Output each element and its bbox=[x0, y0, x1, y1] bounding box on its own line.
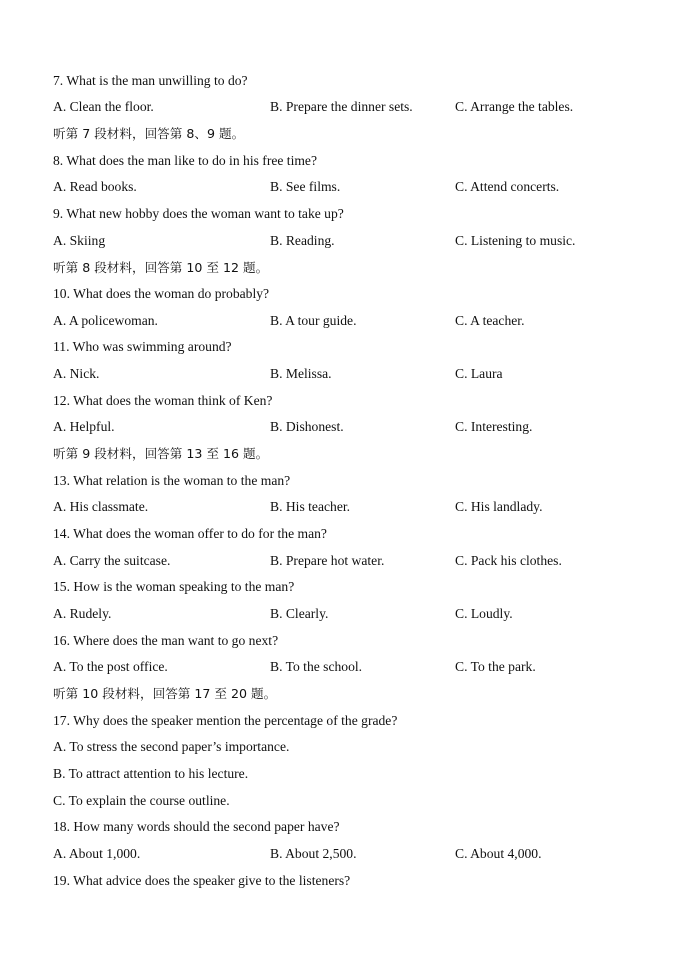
option-c: C. Pack his clothes. bbox=[455, 553, 562, 568]
option-a: A. To stress the second paper’s importance. bbox=[53, 739, 290, 754]
options-10 bbox=[0, 313, 688, 329]
option-a: A. Carry the suitcase. bbox=[53, 553, 171, 568]
option-c: C. About 4,000. bbox=[455, 846, 542, 861]
option-c: C. To explain the course outline. bbox=[53, 793, 230, 808]
options-9 bbox=[0, 233, 688, 249]
option-b: B. His teacher. bbox=[270, 499, 351, 514]
options-11 bbox=[0, 366, 688, 382]
option-a: A. His classmate. bbox=[53, 499, 149, 514]
section-heading-7: 听第 7 段材料，回答第 8、9 题。 bbox=[53, 126, 245, 141]
option-c: C. Listening to music. bbox=[455, 233, 576, 248]
option-c: C. Loudly. bbox=[455, 606, 513, 621]
option-a: A. Skiing bbox=[53, 233, 106, 248]
question-19: 19. What advice does the speaker give to the listeners? bbox=[53, 873, 351, 888]
option-b: B. See films. bbox=[270, 179, 341, 194]
option-a: A. Clean the floor. bbox=[53, 99, 154, 114]
option-c: C. A teacher. bbox=[455, 313, 525, 328]
options-15 bbox=[0, 606, 688, 622]
option-a: A. Helpful. bbox=[53, 419, 115, 434]
option-b: B. To attract attention to his lecture. bbox=[53, 766, 249, 781]
option-a: A. A policewoman. bbox=[53, 313, 158, 328]
question-15: 15. How is the woman speaking to the man? bbox=[53, 579, 295, 594]
question-18: 18. How many words should the second paper have? bbox=[53, 819, 340, 834]
option-b: B. Clearly. bbox=[270, 606, 329, 621]
options-14 bbox=[0, 553, 688, 569]
options-12 bbox=[0, 419, 688, 435]
options-7 bbox=[0, 99, 688, 115]
option-b: B. A tour guide. bbox=[270, 313, 357, 328]
question-13: 13. What relation is the woman to the man? bbox=[53, 473, 291, 488]
option-c: C. To the park. bbox=[455, 659, 536, 674]
question-14: 14. What does the woman offer to do for the man? bbox=[53, 526, 327, 541]
section-heading-8: 听第 8 段材料，回答第 10 至 12 题。 bbox=[53, 260, 269, 275]
question-9: 9. What new hobby does the woman want to take up? bbox=[53, 206, 344, 221]
option-a: A. Nick. bbox=[53, 366, 100, 381]
options-8 bbox=[0, 179, 688, 195]
option-b: B. About 2,500. bbox=[270, 846, 357, 861]
question-10: 10. What does the woman do probably? bbox=[53, 286, 270, 301]
section-heading-10: 听第 10 段材料，回答第 17 至 20 题。 bbox=[53, 686, 277, 701]
option-c: C. Attend concerts. bbox=[455, 179, 560, 194]
question-8: 8. What does the man like to do in his free time? bbox=[53, 153, 318, 168]
option-b: B. Prepare hot water. bbox=[270, 553, 385, 568]
options-18 bbox=[0, 846, 688, 862]
option-b: B. Dishonest. bbox=[270, 419, 344, 434]
option-b: B. Melissa. bbox=[270, 366, 332, 381]
option-a: A. Read books. bbox=[53, 179, 137, 194]
option-c: C. Arrange the tables. bbox=[455, 99, 574, 114]
option-c: C. Laura bbox=[455, 366, 503, 381]
question-11: 11. Who was swimming around? bbox=[53, 339, 232, 354]
options-16 bbox=[0, 659, 688, 675]
option-a: A. To the post office. bbox=[53, 659, 168, 674]
option-a: A. About 1,000. bbox=[53, 846, 141, 861]
option-b: B. Reading. bbox=[270, 233, 335, 248]
question-7: 7. What is the man unwilling to do? bbox=[53, 73, 248, 88]
question-16: 16. Where does the man want to go next? bbox=[53, 633, 279, 648]
question-17: 17. Why does the speaker mention the percentage of the grade? bbox=[53, 713, 398, 728]
option-b: B. Prepare the dinner sets. bbox=[270, 99, 413, 114]
option-c: C. Interesting. bbox=[455, 419, 533, 434]
section-heading-9: 听第 9 段材料，回答第 13 至 16 题。 bbox=[53, 446, 269, 461]
question-12: 12. What does the woman think of Ken? bbox=[53, 393, 273, 408]
options-13 bbox=[0, 499, 688, 515]
option-b: B. To the school. bbox=[270, 659, 363, 674]
option-c: C. His landlady. bbox=[455, 499, 543, 514]
option-a: A. Rudely. bbox=[53, 606, 112, 621]
